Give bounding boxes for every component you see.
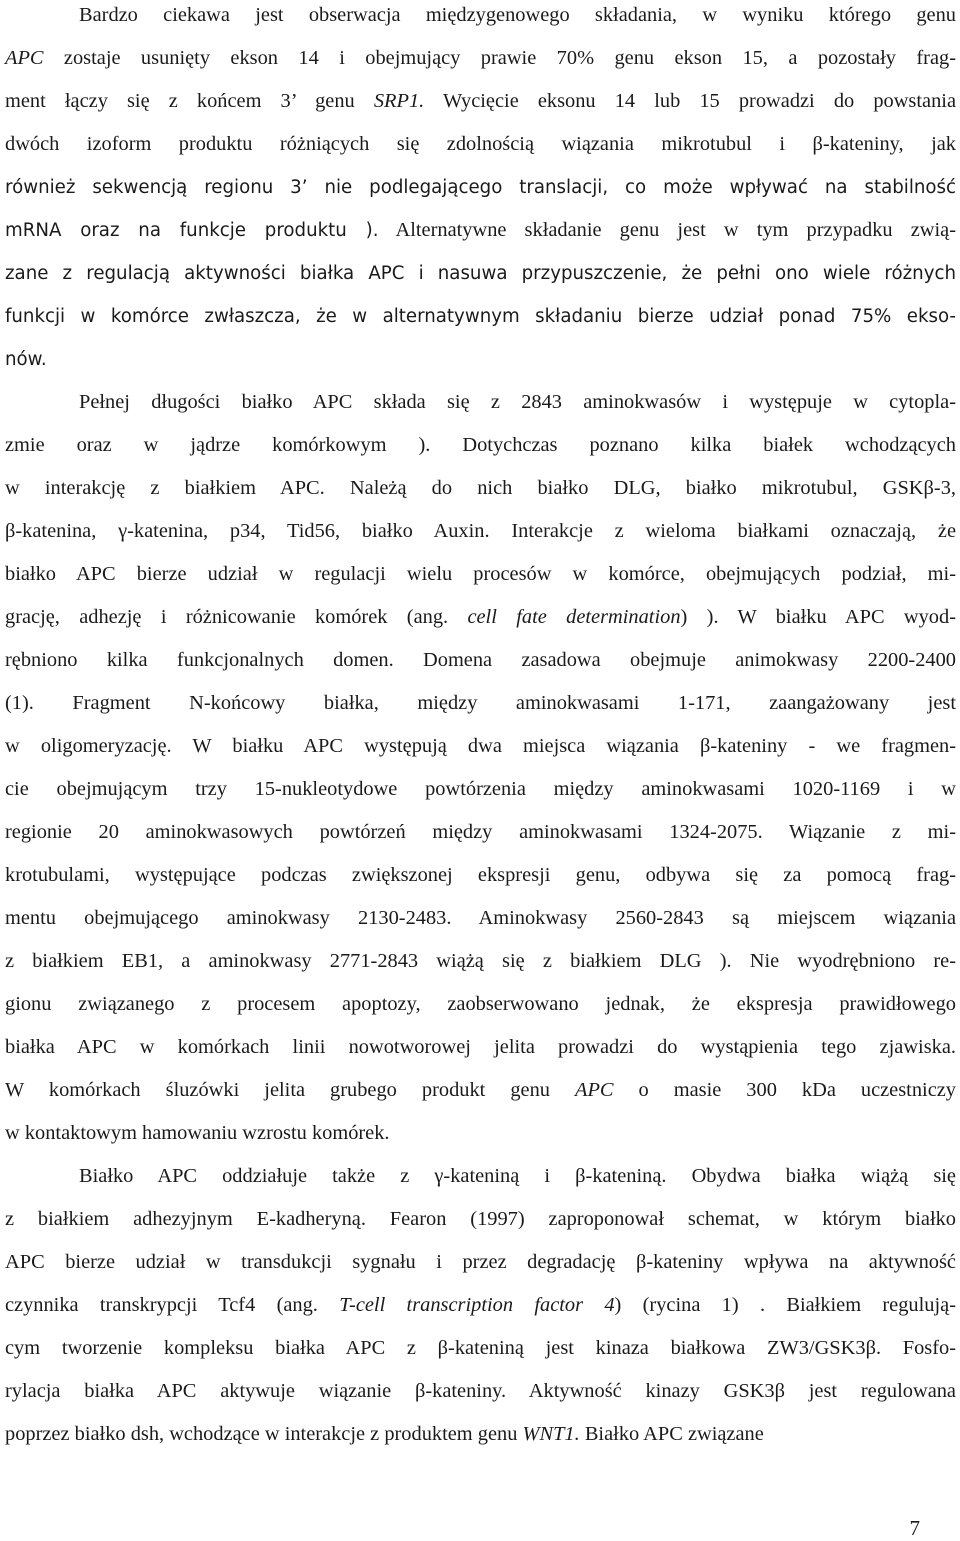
text-run: ) (rycina 1) . Białkiem regulują-	[614, 1294, 956, 1316]
text-line	[5, 1295, 956, 1315]
text-run: cie obejmującym trzy 15-nukleotydowe powtórzenia między aminokwasami 1020-1169 i w	[5, 778, 956, 800]
text-line	[5, 1209, 956, 1229]
text-line	[5, 865, 956, 885]
text-line	[5, 134, 956, 154]
text-run: Białko APC związane	[579, 1423, 764, 1445]
text-line	[5, 1080, 956, 1100]
text-run: białko APC bierze udział w regulacji wielu procesów w komórce, obejmujących podział, mi-	[5, 563, 956, 585]
sans-run: zane z regulacją aktywności białka APC i nasuwa przypuszczenie, że pełni ono wiele różnych	[5, 263, 956, 284]
text-run: Alternatywne składanie genu jest w tym przypadku zwią-	[378, 219, 956, 241]
sans-run: nów.	[5, 349, 47, 370]
text-line	[5, 693, 956, 713]
text-line	[5, 951, 956, 971]
text-line	[79, 1166, 956, 1186]
italic-term: cell fate determination	[467, 606, 681, 628]
text-run: z białkiem adhezyjnym E-kadheryną. Fearon (1997) zaproponował schemat, w którym białko	[5, 1208, 956, 1230]
text-line	[5, 263, 956, 283]
text-line	[5, 908, 956, 928]
text-run: mentu obejmującego aminokwasy 2130-2483. Aminokwasy 2560-2843 są miejscem wiązania	[5, 907, 956, 929]
text-run: Bardzo ciekawa jest obserwacja międzygenowego składania, w wyniku którego genu	[79, 4, 956, 26]
sans-run: również sekwencją regionu 3’ nie podlegającego translacji, co może wpływać na stabilność	[5, 177, 956, 198]
text-run: rębniono kilka funkcjonalnych domen. Domena zasadowa obejmuje animokwasy 2200-2400	[5, 649, 956, 671]
text-run: zostaje usunięty ekson 14 i obejmujący prawie 70% genu ekson 15, a pozostały frag-	[43, 47, 956, 69]
text-line	[5, 650, 956, 670]
text-run: zmie oraz w jądrze komórkowym ). Dotychczas poznano kilka białek wchodzących	[5, 434, 956, 456]
text-run: gionu związanego z procesem apoptozy, zaobserwowano jednak, że ekspresja prawidłowego	[5, 993, 956, 1015]
text-run: Wycięcie eksonu 14 lub 15 prowadzi do powstania	[424, 90, 956, 112]
text-run: rylacja białka APC aktywuje wiązanie β-kateniny. Aktywność kinazy GSK3β jest regulowana	[5, 1380, 956, 1402]
text-line	[5, 1424, 956, 1444]
text-line	[5, 607, 956, 627]
text-run: APC bierze udział w transdukcji sygnału i przez degradację β-kateniny wpływa na aktywność	[5, 1251, 956, 1273]
text-line	[79, 5, 956, 25]
text-run: grację, adhezję i różnicowanie komórek (ang.	[5, 606, 468, 628]
text-run: β-katenina, γ-katenina, p34, Tid56, białko Auxin. Interakcje z wieloma białkami oznaczają, że	[5, 520, 956, 542]
text-run: krotubulami, występujące podczas zwiększonej ekspresji genu, odbywa się za pomocą frag-	[5, 864, 956, 886]
text-run: poprzez białko dsh, wchodzące w interakcje z produktem genu	[5, 1423, 523, 1445]
text-line	[5, 220, 956, 240]
italic-term: WNT1.	[522, 1423, 580, 1445]
text-run: ) ). W białku APC wyod-	[680, 606, 956, 628]
text-line	[5, 177, 956, 197]
text-run: w oligomeryzację. W białku APC występują dwa miejsca wiązania β-kateniny - we fragmen-	[5, 735, 956, 757]
text-line	[5, 349, 956, 369]
sans-run: funkcji w komórce zwłaszcza, że w alternatywnym składaniu bierze udział ponad 75% ekso-	[5, 306, 956, 327]
text-run: Pełnej długości białko APC składa się z 2843 aminokwasów i występuje w cytopla-	[79, 391, 956, 413]
text-line	[5, 435, 956, 455]
text-run: o masie 300 kDa uczestniczy	[613, 1079, 956, 1101]
text-run: W komórkach śluzówki jelita grubego produkt genu	[5, 1079, 575, 1101]
text-line	[5, 1252, 956, 1272]
italic-term: SRP1.	[373, 90, 425, 112]
text-run: dwóch izoform produktu różniących się zdolnością wiązania mikrotubul i β-kateniny, jak	[5, 133, 956, 155]
italic-term: APC	[5, 47, 44, 69]
text-line	[5, 779, 956, 799]
sans-run: mRNA oraz na funkcje produktu ).	[5, 220, 379, 241]
text-line	[5, 564, 956, 584]
page-number: 7	[909, 1516, 920, 1540]
text-line	[5, 1338, 956, 1358]
text-run: białka APC w komórkach linii nowotworowej jelita prowadzi do wystąpienia tego zjawiska.	[5, 1036, 956, 1058]
text-run: regionie 20 aminokwasowych powtórzeń między aminokwasami 1324-2075. Wiązanie z mi-	[5, 821, 956, 843]
text-line	[79, 392, 956, 412]
italic-term: T-cell transcription factor 4	[339, 1294, 615, 1316]
text-run: Białko APC oddziałuje także z γ-kateniną i β-kateniną. Obydwa białka wiążą się	[79, 1165, 956, 1187]
text-run: w interakcję z białkiem APC. Należą do nich białko DLG, białko mikrotubul, GSKβ-3,	[5, 477, 956, 499]
text-run: ment łączy się z końcem 3’ genu	[5, 90, 374, 112]
text-line	[5, 306, 956, 326]
text-run: cym tworzenie kompleksu białka APC z β-kateniną jest kinaza białkowa ZW3/GSK3β. Fosfo-	[5, 1337, 956, 1359]
text-line	[5, 478, 956, 498]
text-run: z białkiem EB1, a aminokwasy 2771-2843 wiążą się z białkiem DLG ). Nie wyodrębniono re-	[5, 950, 956, 972]
text-line	[5, 1123, 956, 1143]
text-line	[5, 1037, 956, 1057]
text-run: czynnika transkrypcji Tcf4 (ang.	[5, 1294, 340, 1316]
text-line	[5, 521, 956, 541]
text-run: (1). Fragment N-końcowy białka, między aminokwasami 1-171, zaangażowany jest	[5, 692, 956, 714]
text-line	[5, 1381, 956, 1401]
text-line	[5, 822, 956, 842]
text-line	[5, 48, 956, 68]
text-line	[5, 91, 956, 111]
text-line	[5, 994, 956, 1014]
text-line	[5, 736, 956, 756]
text-run: w kontaktowym hamowaniu wzrostu komórek.	[5, 1122, 390, 1144]
italic-term: APC	[574, 1079, 614, 1101]
